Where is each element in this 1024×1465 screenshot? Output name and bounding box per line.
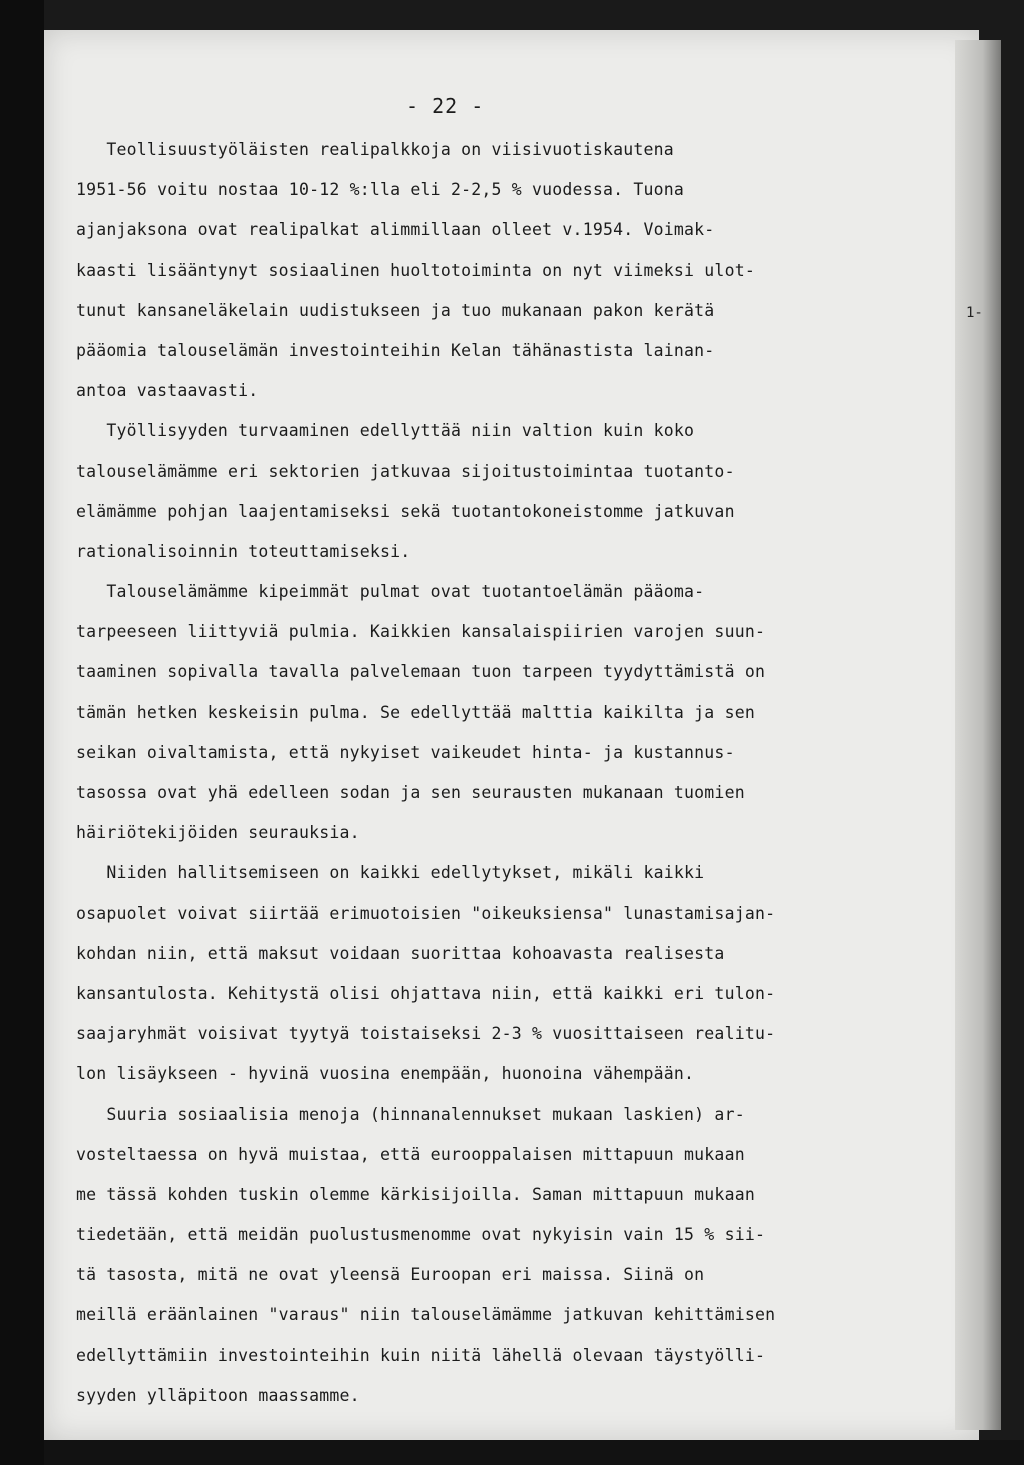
text-line: tä tasosta, mitä ne ovat yleensä Euroopan eri maissa. Siinä on	[76, 1265, 705, 1285]
text-line: saajaryhmät voisivat tyytyä toistaiseksi 2-3 % vuosittaiseen realitu-	[76, 1024, 776, 1044]
paragraph	[76, 853, 896, 1094]
text-line: pääomia talouselämän investointeihin Kelan tähänastista lainan-	[76, 340, 715, 360]
text-line: tunut kansaneläkelain uudistukseen ja tuo mukanaan pakon kerätä	[76, 300, 715, 320]
text-line: tasossa ovat yhä edelleen sodan ja sen seurausten mukanaan tuomien	[76, 783, 745, 802]
text-line: Suuria sosiaalisia menoja (hinnanalennukset mukaan laskien) ar-	[76, 1104, 745, 1124]
document-body	[76, 130, 896, 1416]
paragraph	[76, 1095, 896, 1417]
text-line: rationalisoinnin toteuttamiseksi.	[76, 541, 411, 561]
margin-mark: 1-	[966, 305, 983, 321]
text-line: seikan oivaltamista, että nykyiset vaikeudet hinta- ja kustannus-	[76, 742, 735, 762]
text-line: häiriötekijöiden seurauksia.	[76, 823, 360, 843]
text-line: Työllisyyden turvaaminen edellyttää niin valtion kuin koko	[76, 421, 695, 441]
text-line: edellyttämiin investointeihin kuin niitä lähellä olevaan täystyölli-	[76, 1345, 766, 1365]
text-line: kaasti lisääntynyt sosiaalinen huoltotoiminta on nyt viimeksi ulot-	[76, 260, 755, 280]
scan-left-border	[0, 0, 44, 1465]
text-line: antoa vastaavasti.	[76, 381, 259, 401]
scan-bottom-border	[44, 1440, 1024, 1465]
paragraph	[76, 411, 896, 572]
page-binding-edge	[955, 40, 1001, 1430]
text-line: meillä eräänlainen "varaus" niin talouselämämme jatkuvan kehittämisen	[76, 1305, 776, 1325]
text-line: taaminen sopivalla tavalla palvelemaan tuon tarpeen tyydyttämistä on	[76, 662, 766, 682]
text-line: Teollisuustyöläisten realipalkkoja on viisivuotiskautena	[76, 140, 674, 159]
text-line: Talouselämämme kipeimmät pulmat ovat tuotantoelämän pääoma-	[76, 582, 705, 602]
text-line: lon lisäykseen - hyvinä vuosina enempään, huonoina vähempään.	[76, 1064, 695, 1084]
text-line: tarpeeseen liittyviä pulmia. Kaikkien kansalaispiirien varojen suun-	[76, 622, 766, 642]
text-line: osapuolet voivat siirtää erimuotoisien "oikeuksiensa" lunastamisajan-	[76, 903, 776, 923]
text-line: elämämme pohjan laajentamiseksi sekä tuotantokoneistomme jatkuvan	[76, 501, 735, 521]
text-line: 1951-56 voitu nostaa 10-12 %:lla eli 2-2,5 % vuodessa. Tuona	[76, 180, 685, 200]
text-line: ajanjaksona ovat realipalkat alimmillaan olleet v.1954. Voimak-	[76, 220, 715, 240]
text-line: Niiden hallitsemiseen on kaikki edellytykset, mikäli kaikki	[76, 863, 705, 883]
text-line: syyden ylläpitoon maassamme.	[76, 1385, 360, 1405]
text-line: me tässä kohden tuskin olemme kärkisijoilla. Saman mittapuun mukaan	[76, 1184, 755, 1204]
text-line: talouselämämme eri sektorien jatkuvaa sijoitustoimintaa tuotanto-	[76, 461, 735, 481]
text-line: tämän hetken keskeisin pulma. Se edellyttää malttia kaikilta ja sen	[76, 702, 755, 722]
text-line: kohdan niin, että maksut voidaan suorittaa kohoavasta realisesta	[76, 943, 725, 963]
paragraph	[76, 572, 896, 853]
page-number: - 22 -	[406, 94, 485, 118]
text-line: kansantulosta. Kehitystä olisi ohjattava niin, että kaikki eri tulon-	[76, 983, 776, 1003]
paragraph	[76, 130, 896, 411]
text-line: tiedetään, että meidän puolustusmenomme ovat nykyisin vain 15 % sii-	[76, 1225, 766, 1245]
text-line: vosteltaessa on hyvä muistaa, että eurooppalaisen mittapuun mukaan	[76, 1144, 745, 1164]
